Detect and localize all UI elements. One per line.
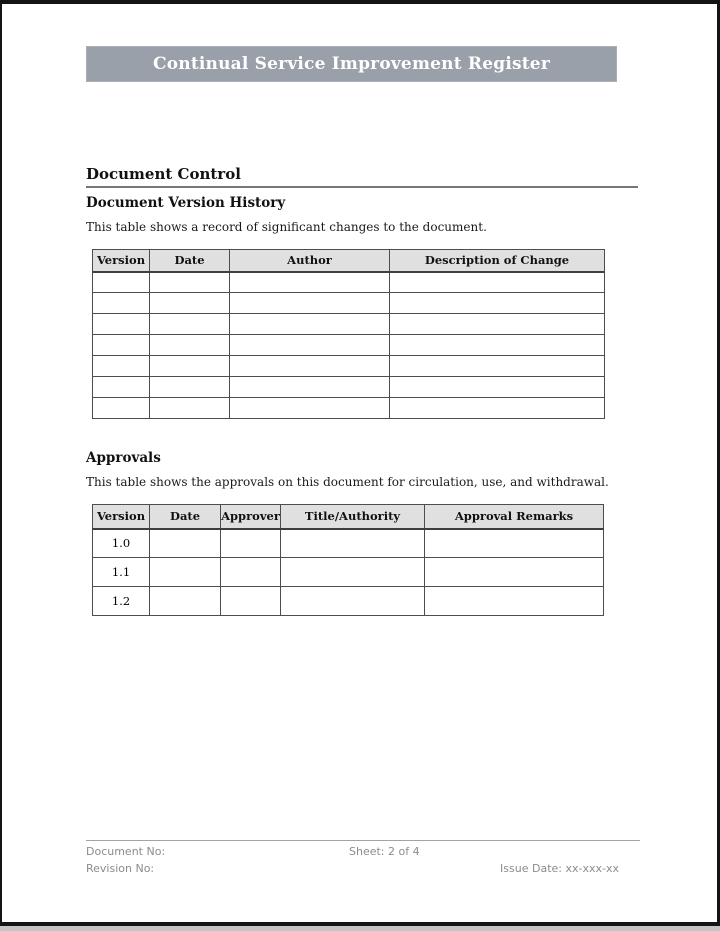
table-cell: [150, 558, 221, 587]
table-cell: [281, 587, 425, 616]
table-cell: [425, 587, 604, 616]
column-header: Author: [230, 250, 390, 272]
approvals-description: This table shows the approvals on this document for circulation, use, and withdrawal.: [86, 475, 609, 489]
table-cell: [221, 529, 281, 558]
table-cell: [221, 558, 281, 587]
table-cell: [221, 587, 281, 616]
table-cell: [150, 314, 230, 335]
table-row: [93, 293, 605, 314]
table-cell: [390, 272, 605, 293]
section-heading-document-control: Document Control: [86, 165, 638, 188]
column-header: Date: [150, 505, 221, 529]
table-cell: [230, 356, 390, 377]
table-row: [93, 356, 605, 377]
table-cell: [93, 272, 150, 293]
page-title: Continual Service Improvement Register: [153, 54, 550, 74]
table-cell: [150, 587, 221, 616]
column-header: Approval Remarks: [425, 505, 604, 529]
table-cell: [425, 529, 604, 558]
table-row: [93, 335, 605, 356]
table-cell: [150, 377, 230, 398]
table-cell: [150, 356, 230, 377]
table-cell: [390, 314, 605, 335]
column-header: Version: [93, 250, 150, 272]
table-cell: [425, 558, 604, 587]
column-header: Version: [93, 505, 150, 529]
footer-row-1: [86, 845, 640, 862]
document-no-label: Document No:: [86, 845, 166, 858]
table-row: [93, 529, 604, 558]
table-row: [93, 587, 604, 616]
page-content: [86, 165, 638, 616]
table-cell: [390, 356, 605, 377]
table-cell: [390, 377, 605, 398]
table-cell: [230, 398, 390, 419]
subheading-approvals: Approvals: [86, 450, 161, 466]
table-cell: [150, 529, 221, 558]
version-history-description: This table shows a record of significant changes to the document.: [86, 220, 487, 234]
table-cell: [390, 335, 605, 356]
table-row: [93, 558, 604, 587]
issue-date-label: Issue Date: xx-xxx-xx: [500, 862, 619, 875]
table-cell: [93, 335, 150, 356]
table-row: [93, 398, 605, 419]
spacer: [86, 419, 638, 450]
approvals-table: [92, 504, 604, 616]
table-cell: [150, 398, 230, 419]
table-row: [93, 314, 605, 335]
table-cell: [230, 377, 390, 398]
column-header: Description of Change: [390, 250, 605, 272]
table-cell: [281, 558, 425, 587]
footer-row-2: [86, 862, 640, 879]
table-header-row: [93, 250, 605, 272]
table-cell: [150, 293, 230, 314]
table-header-row: [93, 505, 604, 529]
table-cell: [150, 272, 230, 293]
table-cell: [230, 293, 390, 314]
column-header: Date: [150, 250, 230, 272]
sheet-number: Sheet: 2 of 4: [349, 845, 420, 858]
table-row: [93, 272, 605, 293]
table-cell: [93, 293, 150, 314]
column-header: Title/Authority: [281, 505, 425, 529]
title-banner: [86, 46, 617, 82]
table-cell: 1.1: [93, 558, 150, 587]
table-cell: 1.2: [93, 587, 150, 616]
table-cell: [230, 335, 390, 356]
table-cell: [281, 529, 425, 558]
table-cell: [390, 398, 605, 419]
table-cell: [230, 272, 390, 293]
table-cell: [390, 293, 605, 314]
table-cell: [93, 377, 150, 398]
table-cell: [93, 356, 150, 377]
version-history-table: [92, 249, 605, 419]
page-footer: [86, 840, 640, 879]
table-cell: [150, 335, 230, 356]
table-cell: [93, 398, 150, 419]
table-row: [93, 377, 605, 398]
column-header: Approver: [221, 505, 281, 529]
table-cell: 1.0: [93, 529, 150, 558]
table-cell: [93, 314, 150, 335]
revision-no-label: Revision No:: [86, 862, 155, 875]
subheading-version-history: Document Version History: [86, 195, 286, 211]
table-cell: [230, 314, 390, 335]
